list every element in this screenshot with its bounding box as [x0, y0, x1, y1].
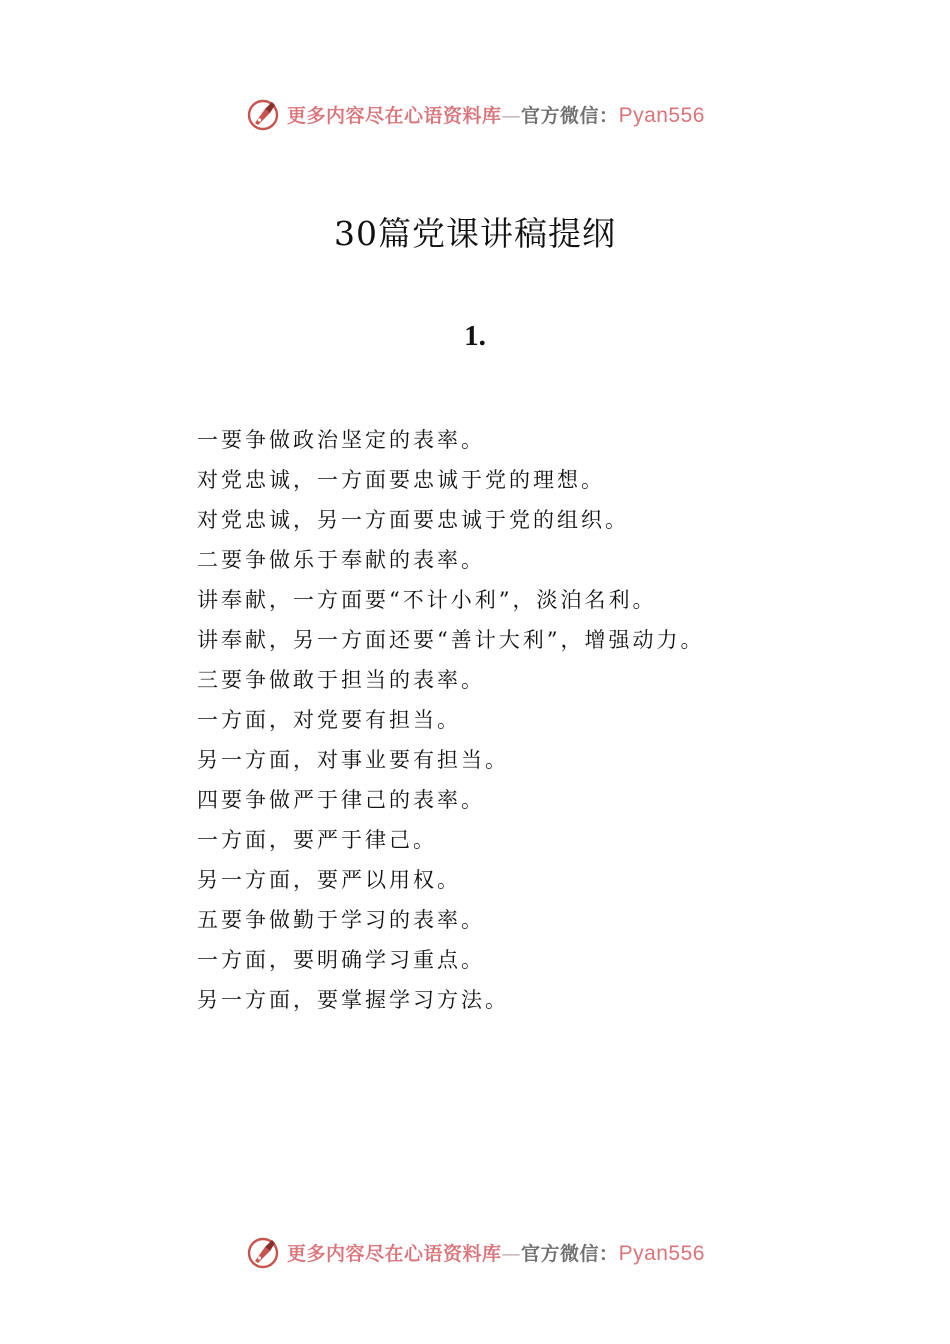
outline-line: 另一方面，要掌握学习方法。 [197, 988, 509, 1012]
outline-line: 讲奉献，一方面要“不计小利”，淡泊名利。 [197, 588, 657, 612]
watermark-label: 官方微信： [521, 104, 619, 127]
outline-line: 三要争做敢于担当的表率。 [197, 668, 485, 692]
outline-line: 五要争做勤于学习的表率。 [197, 908, 485, 932]
watermark-wechat-id: Pyan556 [618, 1241, 705, 1265]
outline-line: 对党忠诚，一方面要忠诚于党的理想。 [197, 468, 605, 492]
pen-nib-logo-icon [245, 1234, 281, 1270]
watermark-wechat-id: Pyan556 [618, 103, 705, 127]
pen-nib-logo-icon [245, 96, 281, 132]
outline-line: 另一方面，要严以用权。 [197, 868, 461, 892]
outline-line: 另一方面，对事业要有担当。 [197, 748, 509, 772]
watermark-text [287, 1239, 705, 1266]
watermark-site: 更多内容尽在心语资料库 [287, 1242, 502, 1265]
outline-line: 一方面，要明确学习重点。 [197, 948, 485, 972]
watermark-site: 更多内容尽在心语资料库 [287, 104, 502, 127]
watermark-text [287, 101, 705, 128]
header-watermark [0, 94, 950, 134]
watermark-dash: — [501, 1242, 522, 1265]
outline-line: 一方面，要严于律己。 [197, 828, 437, 852]
outline-line: 二要争做乐于奉献的表率。 [197, 548, 485, 572]
outline-line: 一要争做政治坚定的表率。 [197, 428, 485, 452]
watermark-dash: — [501, 104, 522, 127]
watermark-label: 官方微信： [521, 1242, 619, 1265]
footer-watermark [0, 1232, 950, 1272]
outline-line: 四要争做严于律己的表率。 [197, 788, 485, 812]
outline-list [197, 420, 837, 1020]
outline-line: 讲奉献，另一方面还要“善计大利”，增强动力。 [197, 628, 705, 652]
outline-line: 一方面，对党要有担当。 [197, 708, 461, 732]
document-title: 30篇党课讲稿提纲 [334, 214, 616, 253]
outline-line: 对党忠诚，另一方面要忠诚于党的组织。 [197, 508, 629, 532]
section-number: 1. [464, 320, 486, 352]
